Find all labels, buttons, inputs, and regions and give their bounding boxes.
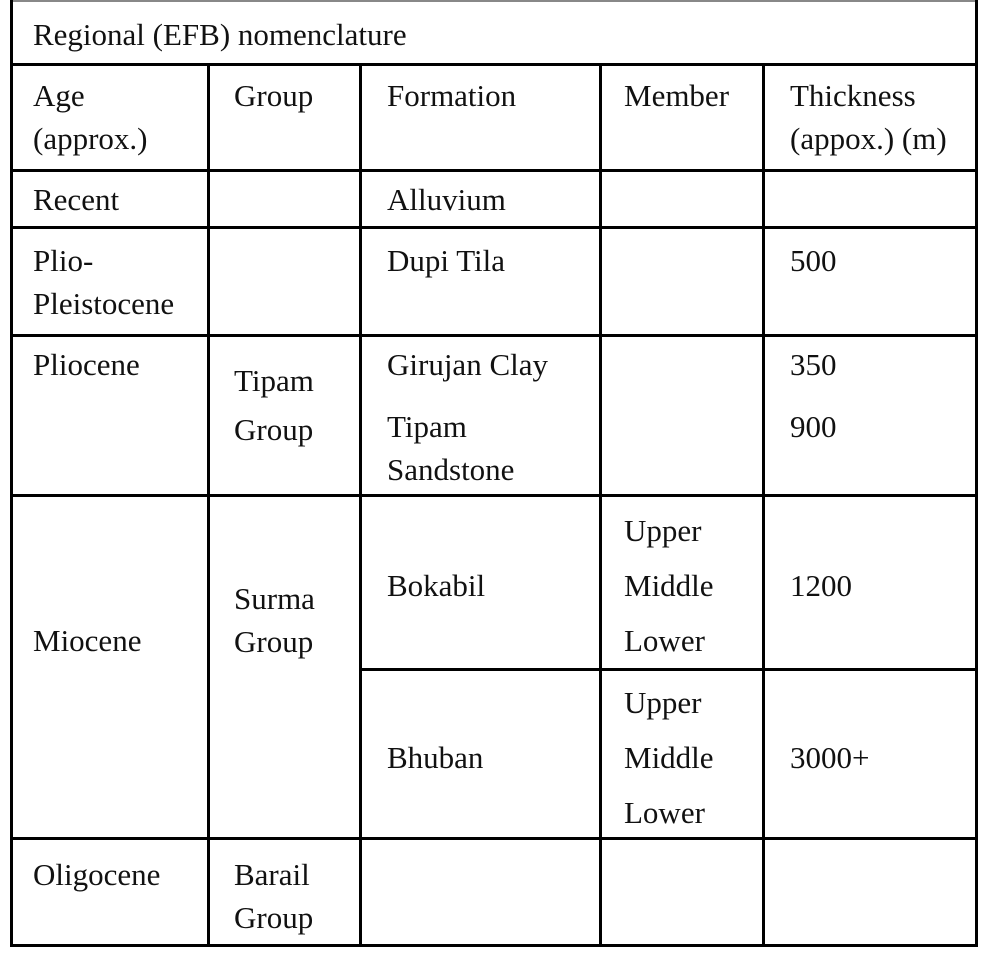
header-member-text: Member bbox=[624, 78, 730, 113]
bhuban-text: Bhuban bbox=[387, 740, 484, 775]
tipam-sandstone-thickness bbox=[790, 405, 837, 448]
rule-below-header bbox=[10, 169, 976, 172]
tipam-sandstone-line1: Tipam bbox=[387, 409, 467, 444]
rule-below-title bbox=[10, 63, 976, 66]
dupi-tila-text: Dupi Tila bbox=[387, 243, 506, 278]
header-age-line1: Age bbox=[33, 78, 85, 113]
col-divider-3 bbox=[599, 64, 602, 946]
bokabil-member-lower: Lower bbox=[624, 623, 705, 658]
miocene-age-text: Miocene bbox=[33, 623, 142, 658]
col-divider-4 bbox=[762, 64, 765, 946]
bhuban-members bbox=[624, 675, 714, 840]
rule-below-recent bbox=[10, 226, 976, 229]
plio-pleistocene-age bbox=[33, 239, 174, 325]
header-thickness-line2: (appox.) (m) bbox=[790, 121, 947, 156]
bhuban-member-middle: Middle bbox=[624, 740, 714, 775]
bhuban-thickness bbox=[790, 736, 869, 779]
header-age-line2: (approx.) bbox=[33, 121, 148, 156]
girujan-clay-formation bbox=[387, 343, 548, 386]
header-group-text: Group bbox=[234, 78, 314, 113]
tipam-group-line2: Group bbox=[234, 412, 314, 447]
header-member bbox=[624, 74, 729, 117]
oligocene-age-text: Oligocene bbox=[33, 857, 161, 892]
oligocene-age bbox=[33, 853, 160, 896]
barail-group-line1: Barail bbox=[234, 857, 310, 892]
bhuban-member-upper: Upper bbox=[624, 685, 702, 720]
header-formation-text: Formation bbox=[387, 78, 517, 113]
surma-group-line2: Group bbox=[234, 624, 314, 659]
tipam-sandstone-line2: Sandstone bbox=[387, 452, 515, 487]
table-title bbox=[33, 13, 407, 56]
miocene-age bbox=[33, 619, 141, 662]
tipam-sandstone-thickness-text: 900 bbox=[790, 409, 837, 444]
bokabil-member-upper: Upper bbox=[624, 513, 702, 548]
bokabil-thickness bbox=[790, 564, 852, 607]
tipam-group-line1: Tipam bbox=[234, 363, 314, 398]
miocene-group bbox=[234, 577, 315, 663]
bhuban-thickness-text: 3000+ bbox=[790, 740, 870, 775]
barail-group-line2: Group bbox=[234, 900, 314, 935]
dupi-tila-thickness: 500 bbox=[790, 243, 837, 278]
bokabil-member-middle: Middle bbox=[624, 568, 714, 603]
col-divider-1 bbox=[207, 64, 210, 946]
oligocene-group bbox=[234, 853, 313, 939]
tipam-sandstone-formation bbox=[387, 405, 514, 491]
pliocene-age-text: Pliocene bbox=[33, 347, 140, 382]
pliocene-age bbox=[33, 343, 140, 386]
plio-pleistocene-thickness bbox=[790, 239, 837, 282]
girujan-clay-text: Girujan Clay bbox=[387, 347, 548, 382]
recent-age-text: Recent bbox=[33, 182, 120, 217]
pliocene-group bbox=[234, 356, 314, 454]
stratigraphy-table bbox=[10, 0, 976, 946]
table-title-text: Regional (EFB) nomenclature bbox=[33, 17, 407, 52]
header-group bbox=[234, 74, 313, 117]
surma-group-line1: Surma bbox=[234, 581, 315, 616]
girujan-clay-thickness bbox=[790, 343, 837, 386]
plio-pleistocene-age-line1: Plio- bbox=[33, 243, 94, 278]
col-divider-2 bbox=[359, 64, 362, 946]
table-border-left bbox=[10, 0, 13, 947]
bhuban-formation bbox=[387, 736, 483, 779]
table-border-bottom bbox=[10, 944, 978, 947]
table-border-right bbox=[975, 0, 978, 947]
bokabil-text: Bokabil bbox=[387, 568, 486, 603]
header-formation bbox=[387, 74, 516, 117]
plio-pleistocene-age-line2: Pleistocene bbox=[33, 286, 175, 321]
bhuban-member-lower: Lower bbox=[624, 795, 705, 830]
rule-below-miocene bbox=[10, 837, 976, 840]
table-border-top bbox=[10, 0, 976, 2]
header-thickness bbox=[790, 74, 947, 160]
bokabil-members bbox=[624, 503, 714, 668]
recent-formation-text: Alluvium bbox=[387, 182, 506, 217]
rule-below-pliocene bbox=[10, 494, 976, 497]
girujan-clay-thickness-text: 350 bbox=[790, 347, 837, 382]
bokabil-thickness-text: 1200 bbox=[790, 568, 852, 603]
bokabil-formation bbox=[387, 564, 485, 607]
rule-between-bokabil-bhuban bbox=[360, 668, 976, 671]
recent-formation bbox=[387, 178, 506, 221]
plio-pleistocene-formation bbox=[387, 239, 505, 282]
rule-below-plio-pleistocene bbox=[10, 334, 976, 337]
recent-age bbox=[33, 178, 119, 221]
header-thickness-line1: Thickness bbox=[790, 78, 916, 113]
header-age bbox=[33, 74, 147, 160]
